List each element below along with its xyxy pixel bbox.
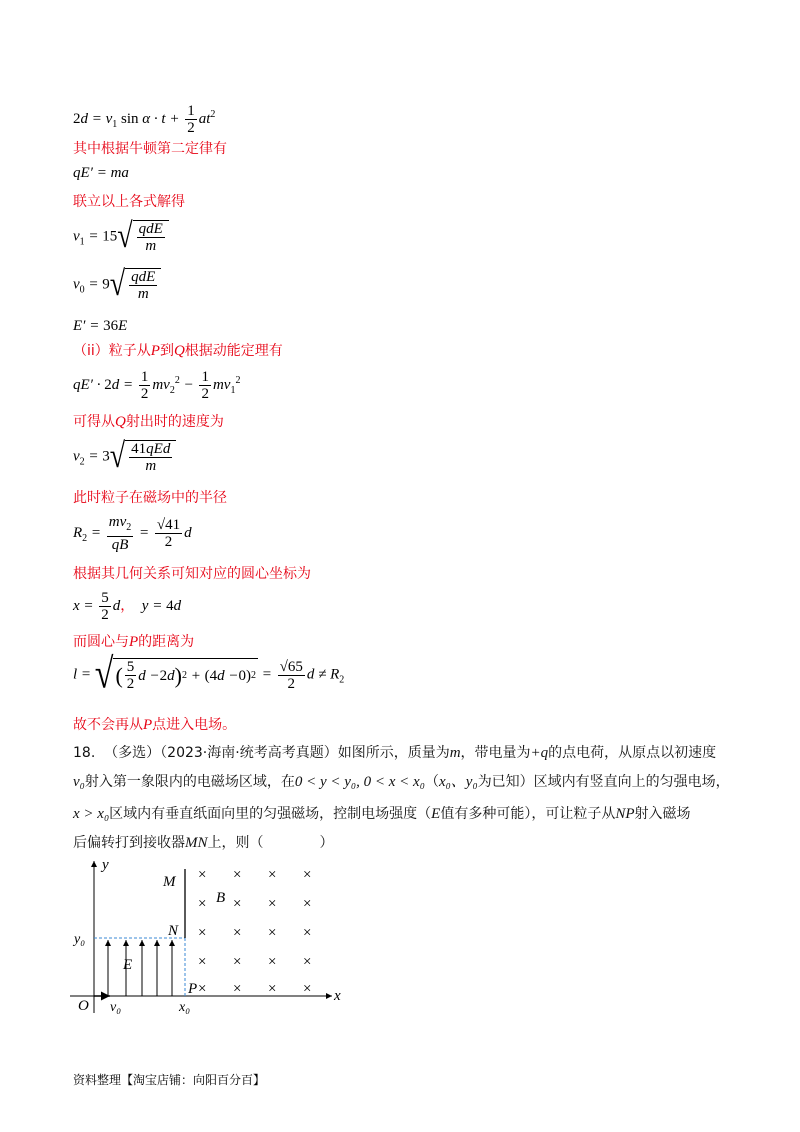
cross: ×	[233, 954, 242, 970]
equation-radius: $R_2$ = $\frac{mv_2}{qB}$ = $\frac{√41}{2}$ d	[73, 514, 192, 553]
cross: ×	[303, 925, 312, 941]
text-conclusion: 故不会再从P点进入电场。	[73, 717, 237, 733]
origin-label: O	[78, 998, 89, 1014]
text-radius: 此时粒子在磁场中的半径	[73, 490, 227, 506]
equation-kinematics: $2d = v_1$ sin α · t + $\frac{1}{2}$ $at^2$	[73, 103, 216, 136]
cross: ×	[198, 981, 207, 997]
equation-v0: $v_0 = 9$ √ $\frac{\text{qdE}}{m}$	[73, 268, 161, 302]
label-b: B	[216, 890, 226, 906]
cross: ×	[303, 981, 312, 997]
magnetic-field-crosses	[198, 867, 311, 997]
equation-newton: qE′ = ma	[73, 165, 129, 181]
label-x0: x₀	[179, 1000, 191, 1015]
label-e: E	[123, 957, 133, 973]
cross: ×	[233, 867, 242, 883]
cross: ×	[268, 896, 277, 912]
text-distance: 而圆心与P的距离为	[73, 634, 195, 650]
question-line-2: v₀射入第一象限内的电磁场区域，在0 < y < y₀, 0 < x < x₀（x₀、y₀为已知）区域内有竖直向上的匀强电场，	[73, 774, 730, 790]
cross: ×	[198, 896, 207, 912]
cross: ×	[268, 981, 277, 997]
cross: ×	[198, 867, 207, 883]
cross: ×	[233, 981, 242, 997]
text-newton-law: 其中根据牛顿第二定律有	[73, 141, 227, 157]
cross: ×	[233, 925, 242, 941]
equation-v2: $v_2 = 3$ √ $\frac{\text{41qEd}}{m}$	[73, 440, 176, 474]
footer-note: 资料整理【淘宝店铺：向阳百分百】	[73, 1073, 266, 1087]
cross: ×	[303, 896, 312, 912]
equation-v1: $v_1 = 15$ √ $\frac{\text{qdE}}{m}$	[73, 220, 169, 254]
field-diagram	[70, 855, 360, 1015]
label-v0: v₀	[110, 1000, 122, 1015]
label-p: P	[188, 981, 198, 997]
cross: ×	[233, 896, 242, 912]
x-axis-label: x	[334, 988, 341, 1004]
cross: ×	[268, 954, 277, 970]
equation-field-ratio: E′ = 36E	[73, 318, 128, 334]
cross: ×	[198, 954, 207, 970]
cross: ×	[198, 925, 207, 941]
question-line-1: 18. （多选）（2023·海南·统考高考真题）如图所示，质量为m，带电量为+q的点电荷，从原点以初速度	[73, 745, 717, 761]
cross: ×	[303, 867, 312, 883]
cross: ×	[303, 954, 312, 970]
cross: ×	[268, 867, 277, 883]
text-center-coords: 根据其几何关系可知对应的圆心坐标为	[73, 566, 311, 582]
text-part-ii: （ii）粒子从P到Q根据动能定理有	[73, 343, 283, 359]
question-line-3: x > x₀区域内有垂直纸面向里的匀强磁场，控制电场强度（E值有多种可能），可让粒子从NP射入磁场	[73, 806, 691, 822]
text-combine: 联立以上各式解得	[73, 194, 185, 210]
equation-energy: qE′ · 2d = $\frac{1}{2}$ $mv_2^2$ − $\frac{1}{2}$ $mv_1^2$	[73, 369, 241, 402]
cross: ×	[268, 925, 277, 941]
y-axis-label: y	[102, 857, 109, 873]
equation-distance: l = √ ( $\frac{5}{2}$ d − 2 d ) 2 + ( 4 d − 0 ) 2 = $\frac{√65}{2}$ $d \ne R_2$	[73, 651, 345, 698]
label-y0: y₀	[74, 932, 86, 947]
text-exit-speed: 可得从Q射出时的速度为	[73, 414, 224, 430]
label-n: N	[168, 923, 179, 939]
question-line-4: 后偏转打到接收器MN上，则（ ）	[73, 835, 334, 851]
equation-center: x = $\frac{5}{2}$ d， y = 4d	[73, 590, 182, 623]
label-m: M	[163, 874, 176, 890]
